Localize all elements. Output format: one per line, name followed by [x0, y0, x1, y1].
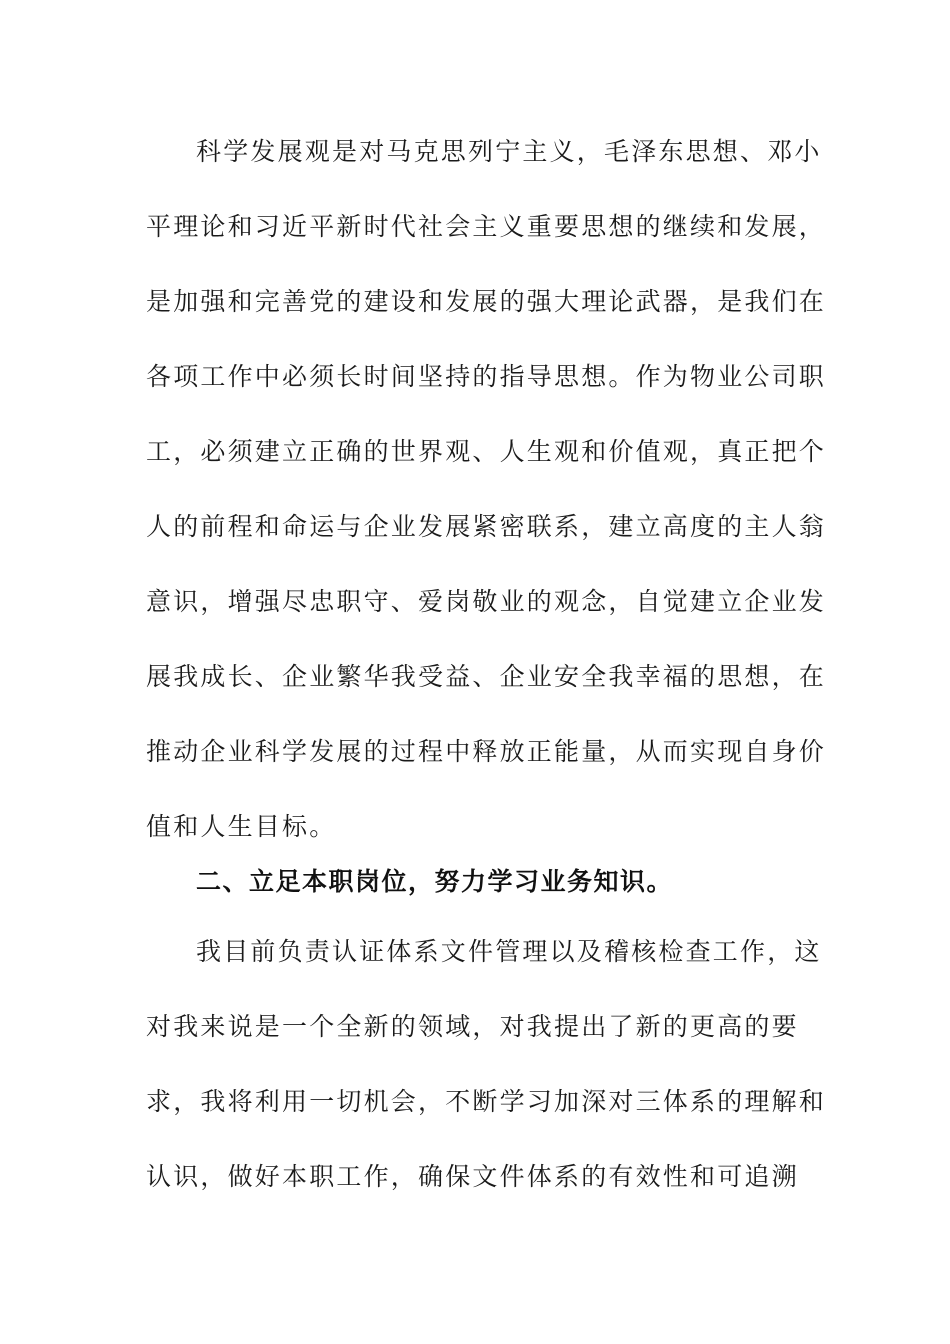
paragraph-1-line-2: 平理论和习近平新时代社会主义重要思想的继续和发展， [146, 212, 827, 241]
paragraph-1-line-3: 是加强和完善党的建设和发展的强大理论武器，是我们在 [146, 287, 827, 316]
paragraph-2-line-4: 认识，做好本职工作，确保文件体系的有效性和可追溯 [146, 1162, 799, 1191]
section-heading: 二、立足本职岗位，努力学习业务知识。 [196, 867, 674, 896]
paragraph-1-line-4: 各项工作中必须长时间坚持的指导思想。作为物业公司职 [146, 362, 827, 391]
paragraph-1-line-6: 人的前程和命运与企业发展紧密联系，建立高度的主人翁 [146, 512, 827, 541]
paragraph-2-line-1: 我目前负责认证体系文件管理以及稽核检查工作，这 [196, 937, 822, 966]
paragraph-2-line-3: 求，我将利用一切机会，不断学习加深对三体系的理解和 [146, 1087, 827, 1116]
paragraph-1-line-9: 推动企业科学发展的过程中释放正能量，从而实现自身价 [146, 737, 827, 766]
paragraph-2-line-2: 对我来说是一个全新的领域，对我提出了新的更高的要 [146, 1012, 799, 1041]
paragraph-1-line-5: 工，必须建立正确的世界观、人生观和价值观，真正把个 [146, 437, 827, 466]
paragraph-1-line-1: 科学发展观是对马克思列宁主义，毛泽东思想、邓小 [196, 137, 822, 166]
paragraph-1-line-8: 展我成长、企业繁华我受益、企业安全我幸福的思想，在 [146, 662, 827, 691]
paragraph-1-line-7: 意识，增强尽忠职守、爱岗敬业的观念，自觉建立企业发 [146, 587, 827, 616]
paragraph-1-line-10: 值和人生目标。 [146, 812, 337, 841]
